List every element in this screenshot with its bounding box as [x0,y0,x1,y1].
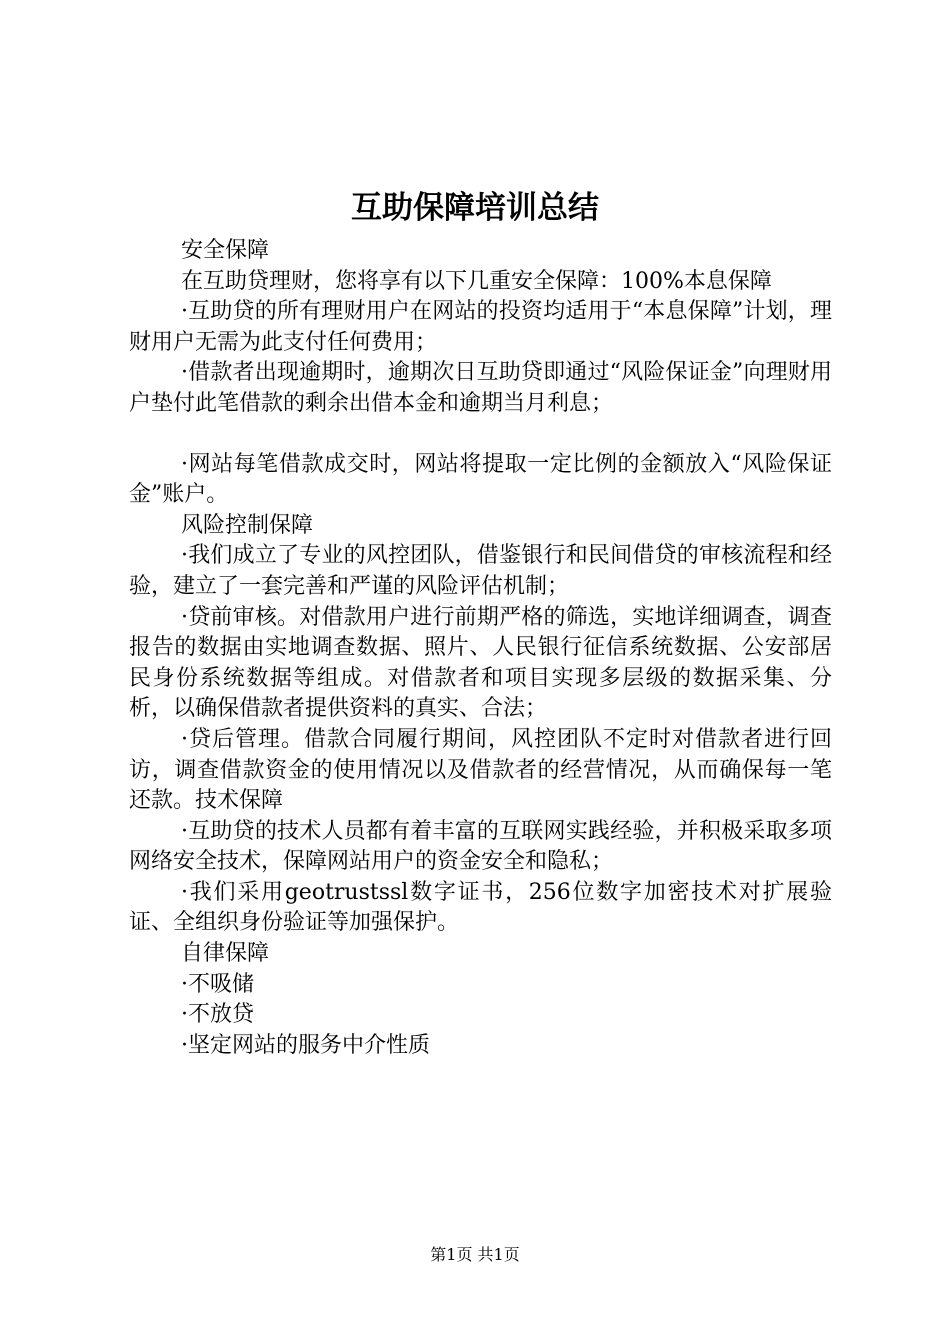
section-heading-security: 安全保障 [181,238,270,263]
page-number-footer: 第1页 共1页 [430,1245,520,1264]
bullet-item: ·不吸储 [181,971,254,997]
bullet-item: ·不放贷 [181,1002,254,1028]
bullet-paragraph: ·网站每笔借款成交时，网站将提取一定比例的金额放入“风险保证金”账户。 [129,451,832,508]
bullet-paragraph: ·互助贷的所有理财用户在网站的投资均适用于“本息保障”计划，理财用户无需为此支付任何费用； [129,299,832,355]
paragraph-intro: 在互助贷理财，您将享有以下几重安全保障：100%本息保障 [181,268,772,294]
document-body [129,236,832,1061]
bullet-paragraph: ·互助贷的技术人员都有着丰富的互联网实践经验，并积极采取多项网络安全技术，保障网站用户的资金安全和隐私； [129,818,832,875]
bullet-paragraph: ·贷后管理。借款合同履行期间，风控团队不定时对借款者进行回访，调查借款资金的使用情况以及借款者的经营情况，从而确保每一笔还款。技术保障 [129,726,832,814]
bullet-paragraph: ·借款者出现逾期时，逾期次日互助贷即通过“风险保证金”向理财用户垫付此笔借款的剩余出借本金和逾期当月利息； [129,360,832,416]
bullet-item: ·坚定网站的服务中介性质 [181,1032,430,1058]
document-title: 互助保障培训总结 [351,190,599,226]
section-heading-risk-control: 风险控制保障 [181,512,314,538]
section-heading-self-discipline: 自律保障 [181,941,270,967]
bullet-paragraph: ·贷前审核。对借款用户进行前期严格的筛选，实地详细调查，调查报告的数据由实地调查数据、照片、人民银行征信系统数据、公安部居民身份系统数据等组成。对借款者和项目实现多层级的数据采集、分析，以确保借款者提供资料的真实、合法； [129,604,832,722]
bullet-paragraph: ·我们采用geotrustssl数字证书，256位数字加密技术对扩展验证、全组织身份验证等加强保护。 [129,879,832,936]
bullet-paragraph: ·我们成立了专业的风控团队，借鉴银行和民间借贷的审核流程和经验，建立了一套完善和严谨的风险评估机制； [129,543,832,599]
